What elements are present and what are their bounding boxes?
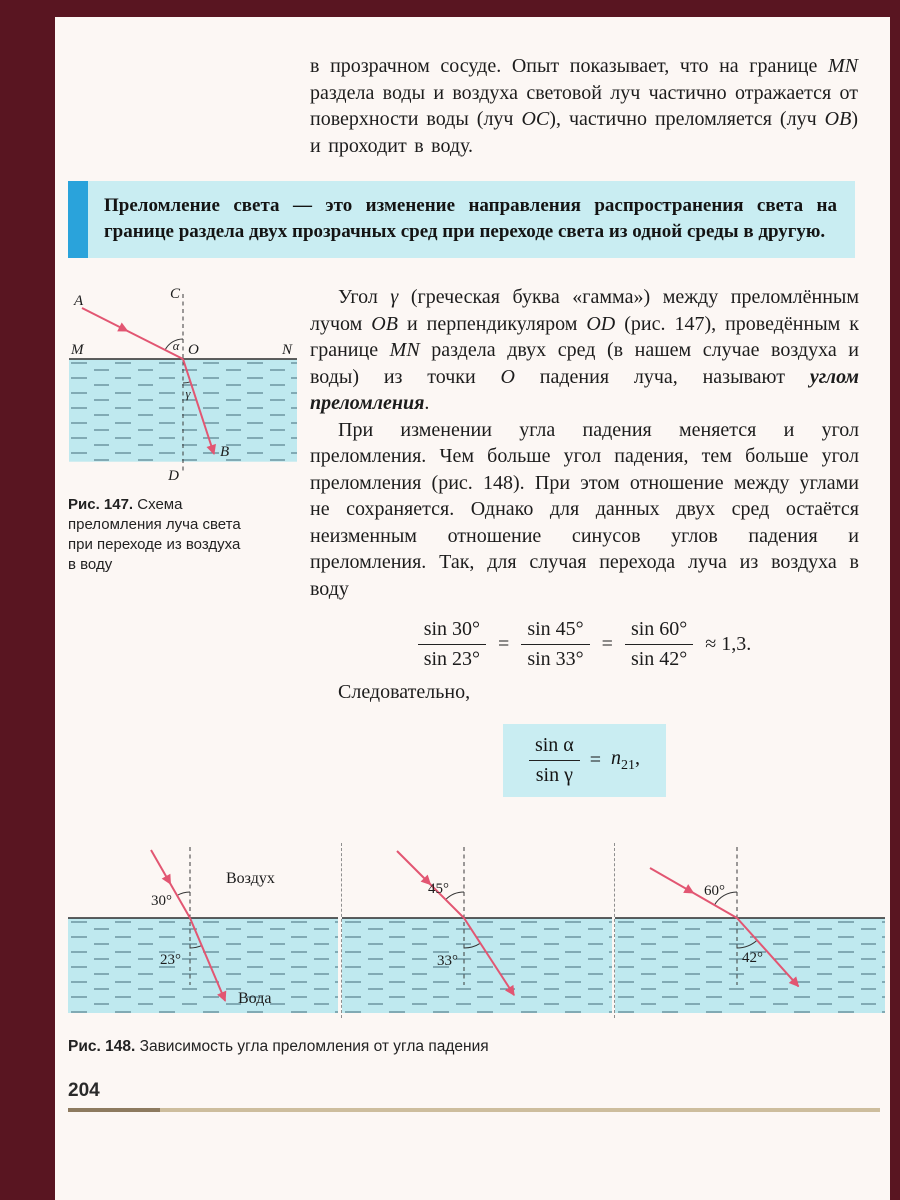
text-fragment: раздела двух сред (в нашем случае воздуха и воды) из точки	[310, 339, 859, 388]
paragraph-angle-dependence: При изменении угла падения меняется и угол преломления. Чем больше угол падения, тем больше угол преломления (рис. 148). При этом отношение между углами не сохраняется. Однако для данных двух сред остаётся неизменным отношение синусов углов падения и преломления. Так, для случая перехода луча из воздуха в воду	[310, 418, 859, 600]
term-mn: MN	[828, 55, 858, 77]
text-fragment: ), частично преломляется (луч	[549, 108, 825, 130]
term-od: OD	[586, 312, 616, 335]
equals-sign: =	[601, 633, 613, 655]
refraction-diagram-45	[342, 843, 612, 1013]
fig148-caption	[68, 1038, 860, 1056]
term-o: O	[500, 365, 515, 388]
fraction-numerator: sin α	[529, 734, 580, 761]
fraction-denominator: sin γ	[535, 763, 573, 786]
book-page	[55, 17, 890, 1200]
fig147-caption-text: Схема преломления луча света при переходе из воздуха в воду	[68, 496, 241, 573]
text-fragment: в прозрачном сосуде. Опыт показывает, что на границе	[310, 55, 828, 77]
fraction-denominator: sin 23°	[423, 648, 481, 670]
fraction-numerator: sin 30°	[418, 618, 486, 645]
term-ob: OB	[371, 312, 398, 335]
fig147-label-gamma: γ	[185, 387, 191, 401]
text-fragment: (рис. 147), проведённым к границе	[310, 312, 859, 361]
fraction-45-33	[521, 618, 589, 671]
incident-ray	[82, 308, 183, 359]
incidence-angle-label: 45°	[427, 880, 449, 897]
incidence-angle-label: 30°	[151, 892, 172, 909]
fig148-panel-45	[341, 843, 612, 1018]
fraction-sin-alpha-gamma	[529, 734, 580, 787]
term-refraction-angle: углом преломления	[310, 365, 860, 414]
boxed-formula-wrap	[310, 724, 859, 797]
fig148-caption-number: Рис. 148.	[68, 1037, 136, 1055]
term-gamma: γ	[390, 286, 399, 308]
page-number: 204	[68, 1079, 100, 1101]
n21-symbol	[611, 747, 640, 774]
water-texture	[68, 918, 338, 1013]
fraction-60-42	[625, 618, 693, 671]
figure-147-column	[68, 284, 310, 797]
fraction-numerator: sin 60°	[625, 618, 693, 645]
term-oc: OC	[521, 108, 550, 130]
definition-text: Преломление света — это изменение направления распространения света на границе раздела двух прозрачных сред при переходе света из одной среды в другую.	[88, 181, 855, 258]
page-content	[55, 17, 890, 1132]
fig148-row	[68, 843, 885, 1018]
fig148-caption-text: Зависимость угла преломления от угла падения	[135, 1037, 489, 1055]
paragraph-refraction-angle	[310, 284, 859, 417]
n-variable: n	[611, 746, 622, 769]
fig147-label-b: B	[220, 444, 230, 460]
text-fragment: Угол	[338, 286, 391, 308]
footer-rule	[68, 1108, 880, 1112]
fig147-label-a: A	[74, 293, 84, 309]
fig147-caption	[68, 495, 243, 575]
fraction-30-23	[418, 618, 486, 671]
water-texture	[342, 918, 612, 1013]
refraction-index-formula-box	[503, 724, 666, 797]
text-fragment: (греческая буква «гамма») между преломлённым лучом	[310, 286, 859, 335]
text-fragment: .	[424, 392, 430, 414]
intro-paragraph	[310, 53, 858, 159]
approx-value: ≈ 1,3.	[705, 633, 752, 655]
fig148-panel-60	[614, 843, 885, 1018]
n-subscript: 21	[621, 757, 636, 773]
incidence-angle-arc	[177, 892, 190, 896]
fraction-numerator: sin 45°	[521, 618, 589, 645]
term-mn: MN	[389, 339, 420, 361]
fig147-diagram	[68, 284, 300, 482]
refraction-diagram-60	[615, 843, 885, 1013]
water-label: Вода	[238, 989, 272, 1007]
equals-sign: =	[498, 633, 510, 655]
text-fragment: ) и проходит в воду.	[310, 108, 858, 157]
refraction-diagram-30	[68, 843, 338, 1013]
fig147-caption-number: Рис. 147.	[68, 496, 134, 513]
text-fragment: раздела воды и воздуха световой луч частично отражается от поверхности воды (луч	[310, 81, 858, 130]
refraction-angle-label: 23°	[160, 951, 181, 968]
definition-accent-bar	[68, 181, 88, 258]
fig147-label-d: D	[168, 468, 179, 482]
consequently-text: Следовательно,	[338, 681, 471, 703]
incidence-angle-label: 60°	[704, 882, 725, 899]
fig147-label-n: N	[282, 342, 293, 358]
air-label: Воздух	[226, 869, 275, 887]
comma: ,	[635, 746, 641, 769]
fig147-label-alpha: α	[172, 339, 180, 353]
fig147-label-c: C	[169, 286, 180, 302]
definition-box	[68, 181, 855, 258]
two-column-section	[68, 284, 860, 797]
text-fragment: и перпендикуляром	[397, 312, 587, 335]
equals-sign: =	[589, 748, 602, 771]
refraction-angle-label: 42°	[742, 949, 763, 966]
refraction-angle-label: 33°	[436, 952, 458, 969]
text-fragment: падения луча, называют	[514, 365, 810, 388]
fig148-panel-30	[68, 843, 338, 1018]
term-ob: OB	[824, 108, 852, 130]
sine-ratio-formula	[310, 618, 859, 671]
fraction-denominator: sin 33°	[527, 648, 584, 670]
fig147-label-m: M	[71, 342, 84, 358]
fraction-denominator: sin 42°	[630, 648, 688, 670]
fig147-label-o: O	[188, 342, 199, 358]
main-text-column	[310, 284, 859, 797]
